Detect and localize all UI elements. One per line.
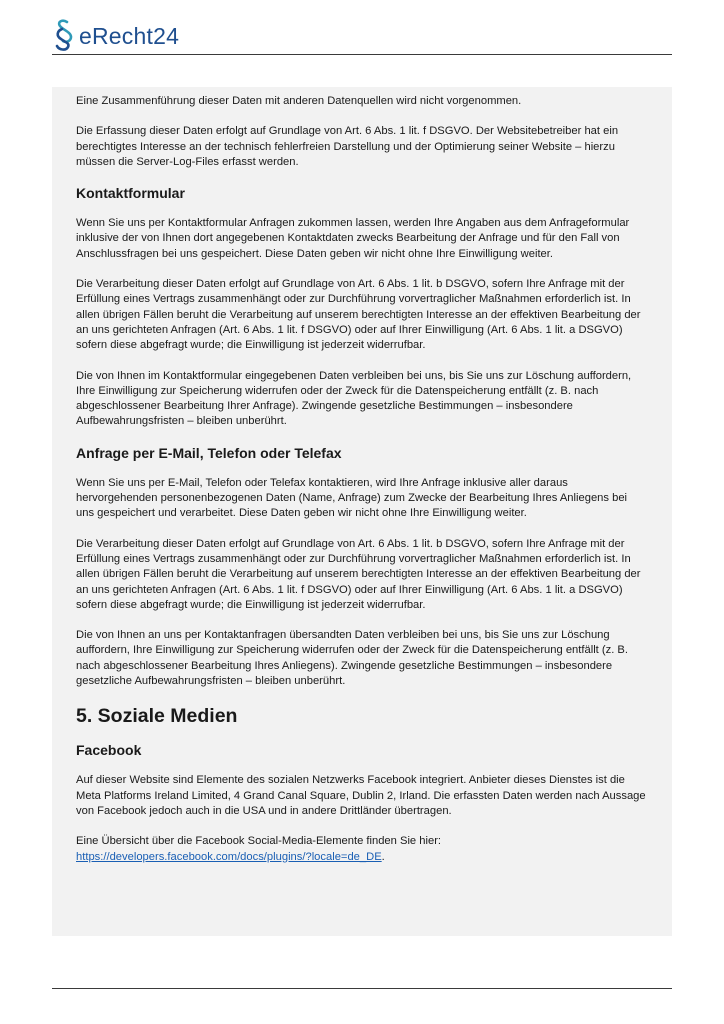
facebook-plugins-link[interactable]: https://developers.facebook.com/docs/plugins/?locale=de_DE — [76, 850, 382, 863]
paragraph: Die Verarbeitung dieser Daten erfolgt auf Grundlage von Art. 6 Abs. 1 lit. b DSGVO, sofern Ihre Anfrage mit der Erfüllung eines Vertrags zusammenhängt oder zur Durchführung vorvertraglicher Maßnahmen erforderlich ist. In allen übrigen Fällen beruht die Verarbeitung auf unserem berechtigten Interesse an der effektiven Bearbeitung der an uns gerichteten Anfragen (Art. 6 Abs. 1 lit. f DSGVO) oder auf Ihrer Einwilligung (Art. 6 Abs. 1 lit. a DSGVO) sofern diese abgefragt wurde; die Einwilligung ist jederzeit widerrufbar. — [76, 537, 641, 611]
paragraph-facebook-link — [76, 834, 648, 865]
page-header — [52, 14, 672, 55]
heading-anfrage: Anfrage per E-Mail, Telefon oder Telefax — [76, 444, 342, 461]
paragraph: Auf dieser Website sind Elemente des sozialen Netzwerks Facebook integriert. Anbieter dieses Dienstes ist die Meta Platforms Ireland Limited, 4 Grand Canal Square, Dublin 2, Irland. Die erfassten Daten werden nach Aussage von Facebook jedoch auch in die USA und in andere Drittländer übertragen. — [76, 774, 646, 817]
paragraph: Die von Ihnen im Kontaktformular eingegebenen Daten verbleiben bei uns, bis Sie uns zur Löschung auffordern, Ihre Einwilligung zur Speicherung widerrufen oder der Zweck für die Datenspeicherung entfällt (z. B. nach abgeschlossener Bearbeitung Ihrer Anfrage). Zwingende gesetzliche Bestimmungen – insbesondere Aufbewahrungsfristen – bleiben unberührt. — [76, 369, 632, 428]
document-body — [52, 87, 672, 936]
heading-kontaktformular: Kontaktformular — [76, 185, 185, 202]
heading-facebook: Facebook — [76, 742, 142, 759]
link-intro-text: Eine Übersicht über die Facebook Social-Media-Elemente finden Sie hier: — [76, 835, 442, 848]
paragraph: Eine Zusammenführung dieser Daten mit anderen Datenquellen wird nicht vorgenommen. — [76, 95, 522, 107]
erecht24-logo — [52, 14, 179, 52]
footer-divider — [52, 988, 672, 989]
paragraph: Die von Ihnen an uns per Kontaktanfragen übersandten Daten verbleiben bei uns, bis Sie uns zur Löschung auffordern, Ihre Einwilligung zur Speicherung widerrufen oder der Zweck für die Datenspeicherung entfällt (z. B. nach abgeschlossener Bearbeitung Ihres Anliegens). Zwingende gesetzliche Bestimmungen – insbesondere gesetzliche Aufbewahrungsfristen – bleiben unberührt. — [76, 629, 629, 688]
paragraph: Wenn Sie uns per E-Mail, Telefon oder Telefax kontaktieren, wird Ihre Anfrage inklusive aller daraus hervorgehenden personenbezogenen Daten (Name, Anfrage) zum Zwecke der Bearbeitung Ihres Anliegens bei uns gespeichert und verarbeitet. Diese Daten geben wir nicht ohne Ihre Einwilligung weiter. — [76, 476, 628, 520]
paragraph: Wenn Sie uns per Kontaktformular Anfragen zukommen lassen, werden Ihre Angaben aus dem Anfrageformular inklusive der von Ihnen dort angegebenen Kontaktdaten zwecks Bearbeitung der Anfrage und für den Fall von Anschlussfragen bei uns gespeichert. Diese Daten geben wir nicht ohne Ihre Einwilligung weiter. — [76, 217, 630, 260]
section-sign-logo-icon — [52, 18, 78, 52]
paragraph: Die Erfassung dieser Daten erfolgt auf Grundlage von Art. 6 Abs. 1 lit. f DSGVO. Der Websitebetreiber hat ein berechtigtes Interesse an der technisch fehlerfreien Darstellung und der Optimierung seiner Website – hierzu müssen die Server-Log-Files erfasst werden. — [76, 125, 619, 168]
paragraph: Die Verarbeitung dieser Daten erfolgt auf Grundlage von Art. 6 Abs. 1 lit. b DSGVO, sofern Ihre Anfrage mit der Erfüllung eines Vertrags zusammenhängt oder zur Durchführung vorvertraglicher Maßnahmen erforderlich ist. In allen übrigen Fällen beruht die Verarbeitung auf unserem berechtigten Interesse an der effektiven Bearbeitung der an uns gerichteten Anfragen (Art. 6 Abs. 1 lit. f DSGVO) oder auf Ihrer Einwilligung (Art. 6 Abs. 1 lit. a DSGVO) sofern diese abgefragt wurde; die Einwilligung ist jederzeit widerrufbar. — [76, 278, 641, 352]
period: . — [381, 850, 385, 863]
logo-text: eRecht24 — [79, 23, 180, 49]
heading-soziale-medien: 5. Soziale Medien — [76, 705, 238, 728]
